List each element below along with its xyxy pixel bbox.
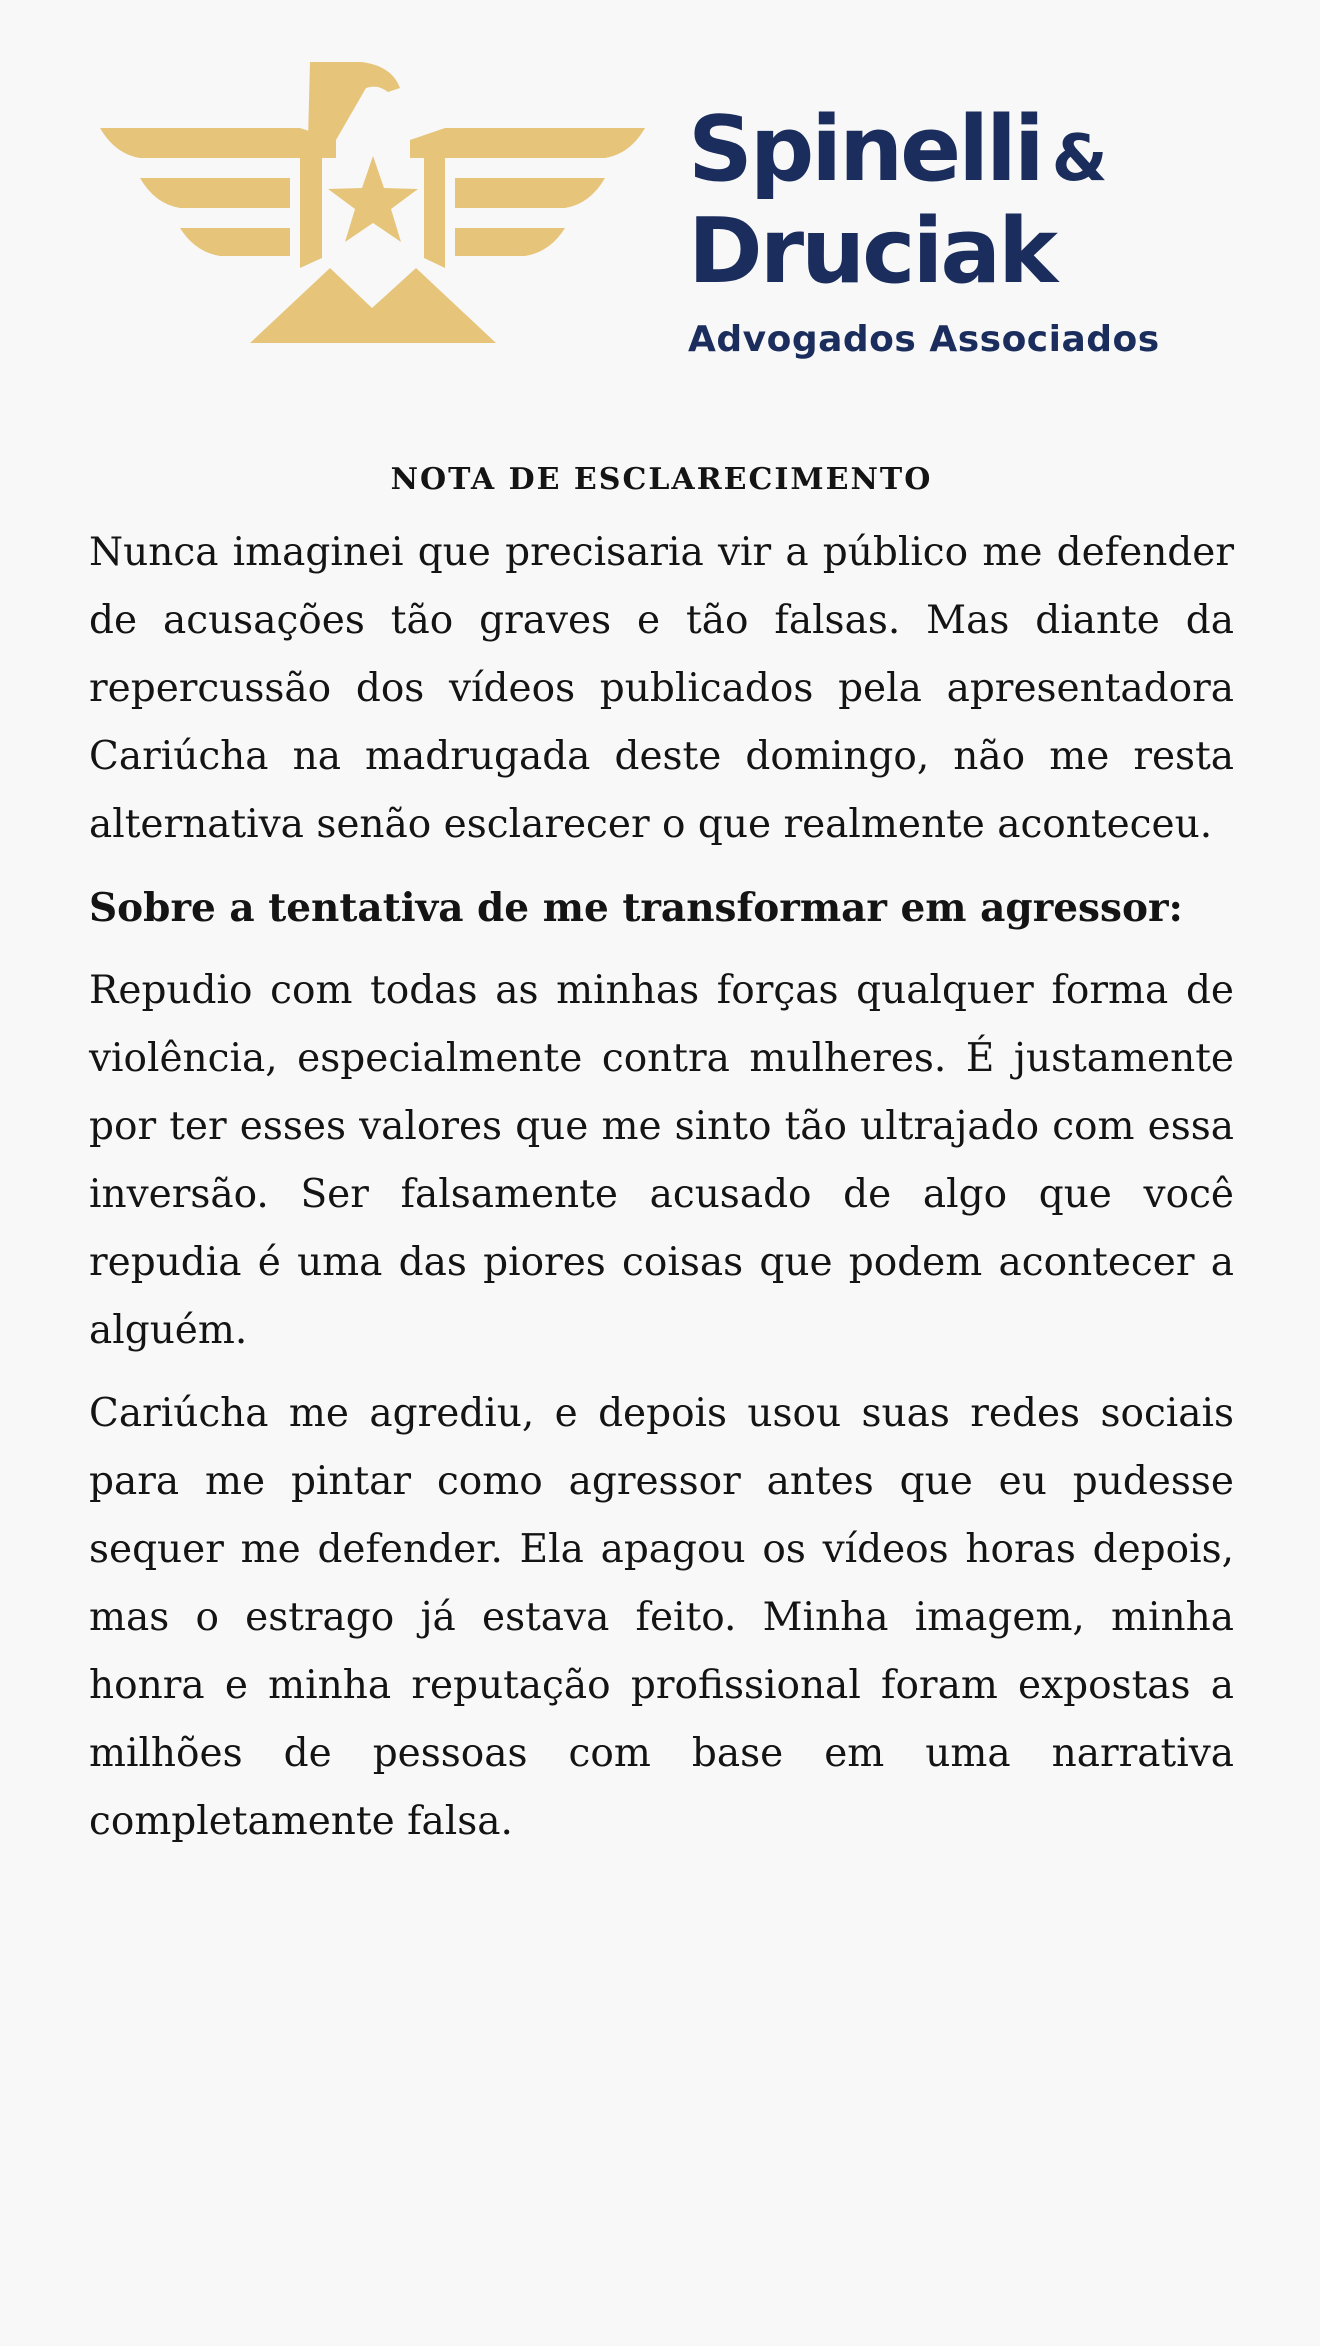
paragraph-intro: Nunca imaginei que precisaria vir a público me defender de acusações tão graves e tão falsas. Mas diante da repercussão dos vídeos publicados pela apresentadora Cariúcha na madrugada deste domingo, não me resta alternativa senão esclarecer o que realmente aconteceu. — [89, 530, 1234, 847]
firm-name-line2: Druciak — [688, 199, 1055, 304]
firm-name-ampersand: & — [1051, 122, 1108, 196]
document-title: NOTA DE ESCLARECIMENTO — [390, 462, 933, 497]
firm-name — [688, 97, 1248, 360]
eagle-star-icon — [100, 58, 645, 343]
paragraph-cariucha: Cariúcha me agrediu, e depois usou suas redes sociais para me pintar como agressor antes que eu pudesse sequer me defender. Ela apagou os vídeos horas depois, mas o estrago já estava feito. Minha imagem, minha honra e minha reputação profissional foram expostas a milhões de pessoas com base em uma narrativa completamente falsa. — [89, 1391, 1234, 1844]
firm-name-line1: Spinelli & — [688, 97, 1108, 202]
paragraph-repudio: Repudio com todas as minhas forças qualquer forma de violência, especialmente contra mulheres. É justamente por ter esses valores que me sinto tão ultrajado com essa inversão. Ser falsamente acusado de algo que você repudia é uma das piores coisas que podem acontecer a alguém. — [89, 968, 1234, 1353]
firm-tagline: Advogados Associados — [688, 319, 1160, 360]
statement-body — [89, 462, 1234, 1871]
section-heading: Sobre a tentativa de me transformar em agressor: — [89, 885, 1183, 931]
letterhead — [0, 0, 1320, 420]
